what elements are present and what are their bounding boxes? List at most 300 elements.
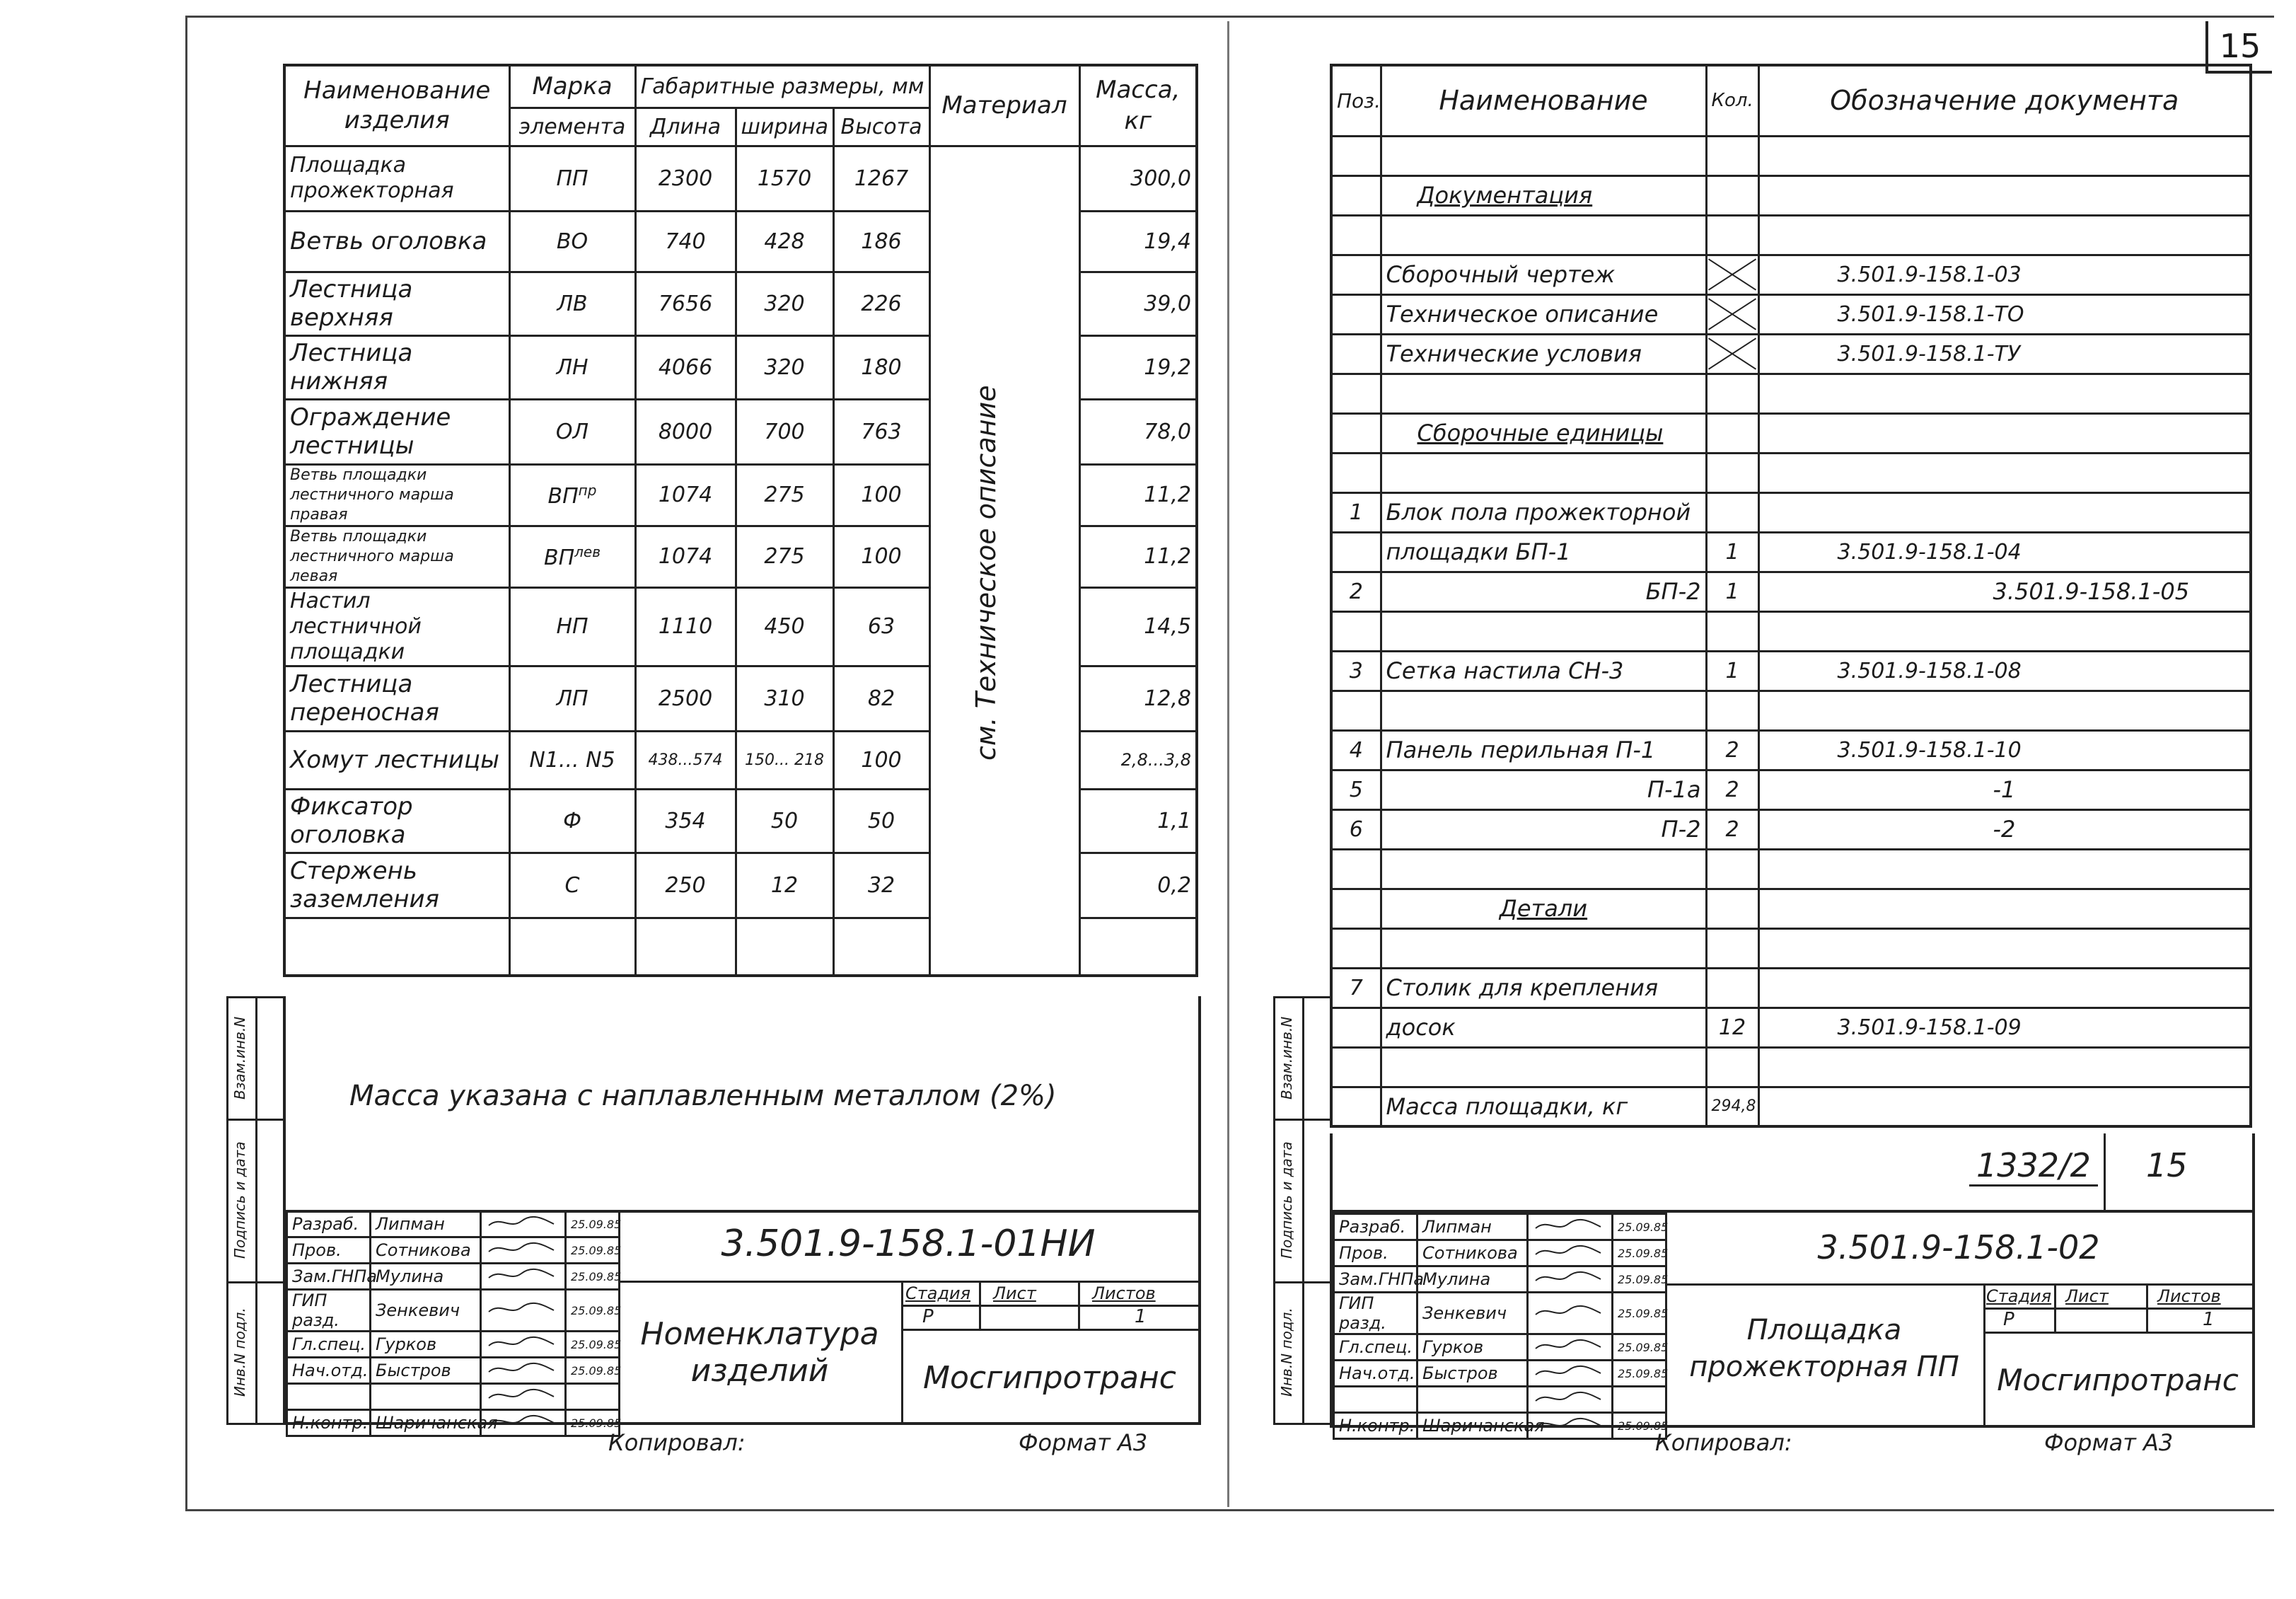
row-width: 1570 [736,146,833,211]
row-mark [509,464,635,526]
row-mark [509,399,635,464]
role-signature [481,1211,566,1237]
row-width: 275 [736,464,833,526]
role-row [1334,1334,1666,1361]
note-box [283,996,1201,1213]
role-signature [1528,1334,1613,1361]
side-label-sign: Подпись и дата [231,1141,248,1259]
list-item [1331,1087,2251,1126]
doc-title-left: Номенклатура изделий [640,1316,879,1389]
row-length: 2300 [635,146,736,211]
role-person: Зенкевич [371,1290,481,1332]
role-person: Сотникова [1417,1240,1528,1266]
role-signature [481,1384,566,1410]
row-qty [1706,136,1758,175]
role-signature [1528,1361,1613,1387]
row-height: 180 [833,335,929,399]
row-length: 8000 [635,399,736,464]
org-left: Мосгипротранс [923,1360,1176,1396]
row-name: Фиксатор оголовка [284,789,509,853]
spec-header-row [1331,65,2251,136]
row-name: Лестница переносная [284,666,509,731]
list-item [1331,413,2251,453]
row-length: 2500 [635,666,736,731]
role-signature [481,1410,566,1436]
list-item [1331,136,2251,175]
signature-icon [486,1213,557,1231]
row-spec-name [1381,374,1706,413]
mark-sup: пр [578,481,597,499]
role-person: Зенкевич [1417,1293,1528,1334]
row-qty-crossed [1706,294,1758,334]
role-title: Разраб. [1334,1214,1417,1240]
row-spec-name: БП-2 [1381,572,1706,611]
row-spec-name: площадки БП-1 [1381,532,1706,572]
mark-text: ОЛ [555,419,589,444]
row-pos [1331,1008,1381,1047]
header-dims-group: Габаритные размеры, мм [635,65,929,108]
role-title: Гл.спец. [1334,1334,1417,1361]
role-title: Гл.спец. [287,1332,371,1358]
mark-text: ЛН [556,354,589,380]
row-height: 226 [833,272,929,335]
row-qty: 1 [1706,651,1758,691]
row-height: 186 [833,211,929,272]
row-qty: 1 [1706,532,1758,572]
side-strip-right [1273,996,1332,1425]
role-person: Шаричанская [1417,1413,1528,1439]
doc-title-right: Площадка прожекторная ПП [1689,1314,1959,1383]
list-item [1331,730,2251,770]
role-row [287,1358,620,1384]
role-person: Мулина [371,1264,481,1290]
role-title [1334,1387,1417,1413]
row-designation [1758,492,2251,532]
row-qty [1706,928,1758,968]
row-spec-name: Блок пола прожекторной [1381,492,1706,532]
mark-text: С [564,872,580,898]
role-signature [481,1290,566,1332]
list-item [1331,651,2251,691]
row-mark [509,789,635,853]
signature-icon [486,1239,557,1257]
side-label-sign-right: Подпись и дата [1278,1141,1295,1259]
role-row [1334,1266,1666,1293]
header-spec-name: Наименование [1381,65,1706,136]
row-length: 740 [635,211,736,272]
row-pos: 5 [1331,770,1381,809]
row-length: 4066 [635,335,736,399]
stamp-number: 1332/2 [1969,1146,2098,1187]
row-qty [1706,691,1758,730]
row-qty: 2 [1706,770,1758,809]
row-pos [1331,928,1381,968]
row-height: 32 [833,853,929,918]
row-spec-name [1381,691,1706,730]
role-row [1334,1413,1666,1439]
row-designation: -1 [1758,770,2251,809]
role-date: 25.09.85 [1613,1361,1666,1387]
sheet-label-left: Лист [993,1283,1036,1303]
row-qty-crossed [1706,334,1758,374]
row-designation: 3.501.9-158.1-ТО [1758,294,2251,334]
row-mark [509,272,635,335]
row-pos [1331,691,1381,730]
row-pos [1331,374,1381,413]
row-pos [1331,1047,1381,1087]
signature-icon [486,1412,557,1430]
mark-text: ВП [543,545,575,570]
row-pos: 4 [1331,730,1381,770]
row-designation [1758,968,2251,1008]
signature-icon [1533,1414,1604,1433]
role-row [287,1290,620,1332]
row-spec-name: досок [1381,1008,1706,1047]
list-item [1331,849,2251,889]
row-pos [1331,255,1381,294]
role-date: 25.09.85 [566,1332,620,1358]
role-row [1334,1387,1666,1413]
signature-icon [486,1299,557,1317]
side-label-replace-right: Взам.инв.N [1278,1016,1295,1099]
row-spec-name: Сборочные единицы [1381,413,1706,453]
row-qty: 1 [1706,572,1758,611]
row-pos [1331,334,1381,374]
row-pos [1331,175,1381,215]
list-item [1331,611,2251,651]
side-label-inv-right: Инв.N подл. [1278,1308,1295,1397]
role-person [371,1384,481,1410]
row-spec-name [1381,611,1706,651]
row-pos [1331,294,1381,334]
role-person: Шаричанская [371,1410,481,1436]
role-title: Зам.ГНПа [1334,1266,1417,1293]
list-item [1331,572,2251,611]
role-person: Быстров [371,1358,481,1384]
row-width: 450 [736,587,833,666]
row-qty [1706,1047,1758,1087]
signature-icon [1533,1336,1604,1354]
row-spec-name [1381,136,1706,175]
row-qty [1706,453,1758,492]
role-signature [481,1264,566,1290]
row-mark [509,526,635,587]
role-row [287,1211,620,1237]
row-name: Ветвь оголовка [284,211,509,272]
role-signature [1528,1413,1613,1439]
row-qty [1706,492,1758,532]
row-length: 438...574 [635,731,736,789]
specification-table [1330,64,2252,1128]
row-name: Ветвь площадки лестничного марша левая [284,526,509,587]
row-width: 320 [736,272,833,335]
header-designation: Обозначение документа [1758,65,2251,136]
row-designation: -2 [1758,809,2251,849]
row-spec-name [1381,1047,1706,1087]
row-qty: 294,8 [1706,1087,1758,1126]
row-designation [1758,889,2251,928]
stage-label-left: Стадия [905,1283,971,1303]
signature-icon [1533,1362,1604,1380]
row-qty [1706,215,1758,255]
nomenclature-table [283,64,1198,977]
row-mass: 300,0 [1079,146,1197,211]
role-row [287,1384,620,1410]
role-person: Гурков [371,1332,481,1358]
stamp-page: 15 [2146,1146,2188,1184]
row-mark [509,587,635,666]
row-length: 1074 [635,464,736,526]
row-qty [1706,413,1758,453]
mark-sup: лев [574,543,601,560]
row-qty: 12 [1706,1008,1758,1047]
row-designation [1758,691,2251,730]
row-name: Ограждение лестницы [284,399,509,464]
role-signature [1528,1214,1613,1240]
row-name: Хомут лестницы [284,731,509,789]
row-mass: 11,2 [1079,464,1197,526]
row-designation: 3.501.9-158.1-08 [1758,651,2251,691]
row-width: 428 [736,211,833,272]
row-name: Настил лестничной площадки [284,587,509,666]
role-title: ГИП разд. [287,1290,371,1332]
row-designation [1758,928,2251,968]
role-row [1334,1361,1666,1387]
fold-line [1227,21,1229,1507]
header-pos: Поз. [1331,65,1381,136]
row-designation [1758,849,2251,889]
mass-note: Масса указана с наплавленным металлом (2%) [349,1080,1057,1112]
role-signature [1528,1387,1613,1413]
row-qty [1706,611,1758,651]
header-material: Материал [929,65,1079,146]
row-designation: 3.501.9-158.1-10 [1758,730,2251,770]
row-height: 100 [833,526,929,587]
mark-text: ЛВ [557,291,588,316]
material-note: см. Техническое описание [970,385,1002,761]
row-mass: 1,1 [1079,789,1197,853]
row-mass: 0,2 [1079,853,1197,918]
row-mass: 19,4 [1079,211,1197,272]
row-length: 1074 [635,526,736,587]
list-item [1331,1047,2251,1087]
side-label-inv: Инв.N подл. [231,1308,248,1397]
role-signature [1528,1293,1613,1334]
row-designation: 3.501.9-158.1-ТУ [1758,334,2251,374]
row-qty [1706,374,1758,413]
row-spec-name: Панель перильная П-1 [1381,730,1706,770]
row-mass: 78,0 [1079,399,1197,464]
row-name: Стержень заземления [284,853,509,918]
header-width: ширина [736,108,833,146]
doc-code-right: 3.501.9-158.1-02 [1817,1228,2100,1266]
row-qty: 2 [1706,730,1758,770]
row-designation [1758,413,2251,453]
list-item [1331,532,2251,572]
signature-icon [1533,1216,1604,1234]
copied-label-right: Копировал: [1655,1429,1792,1456]
row-pos [1331,1087,1381,1126]
mark-text: ПП [556,166,589,191]
role-person: Быстров [1417,1361,1528,1387]
list-item [1331,215,2251,255]
role-person: Мулина [1417,1266,1528,1293]
role-date: 25.09.85 [1613,1266,1666,1293]
list-item [1331,175,2251,215]
list-item [1331,334,2251,374]
role-signature [481,1332,566,1358]
title-block-roles [286,1210,620,1437]
row-spec-name: Техническое описание [1381,294,1706,334]
row-mark [509,335,635,399]
row-qty [1706,849,1758,889]
row-designation [1758,1087,2251,1126]
role-date: 25.09.85 [1613,1214,1666,1240]
row-spec-name: Сборочный чертеж [1381,255,1706,294]
signature-icon [1533,1268,1604,1286]
row-height: 100 [833,464,929,526]
row-spec-name: Сетка настила СН-3 [1381,651,1706,691]
row-name: Лестница верхняя [284,272,509,335]
list-item [1331,770,2251,809]
row-qty: 2 [1706,809,1758,849]
signature-icon [486,1265,557,1283]
row-width: 310 [736,666,833,731]
header-length: Длина [635,108,736,146]
stage-label-right: Стадия [1986,1286,2052,1306]
row-pos [1331,849,1381,889]
row-designation [1758,611,2251,651]
row-width: 275 [736,526,833,587]
row-pos: 7 [1331,968,1381,1008]
list-item [1331,968,2251,1008]
signature-icon [486,1385,557,1404]
sheets-value-left: 1 [1135,1306,1147,1327]
row-name: Площадка прожекторная [284,146,509,211]
role-row [287,1264,620,1290]
row-spec-name [1381,928,1706,968]
stamp-area [1330,1133,2255,1211]
row-qty [1706,175,1758,215]
row-mark [509,731,635,789]
role-date: 25.09.85 [1613,1293,1666,1334]
row-pos: 6 [1331,809,1381,849]
mark-text: ВП [547,483,579,509]
row-spec-name [1381,453,1706,492]
row-width: 700 [736,399,833,464]
row-designation: 3.501.9-158.1-09 [1758,1008,2251,1047]
row-pos [1331,413,1381,453]
list-item [1331,453,2251,492]
row-height: 763 [833,399,929,464]
list-item [1331,294,2251,334]
role-date [566,1384,620,1410]
role-person: Липман [1417,1214,1528,1240]
role-person: Гурков [1417,1334,1528,1361]
row-pos: 3 [1331,651,1381,691]
side-strip [226,996,285,1425]
row-pos: 2 [1331,572,1381,611]
role-title [287,1384,371,1410]
row-qty-crossed [1706,255,1758,294]
role-date: 25.09.85 [566,1237,620,1264]
row-pos [1331,611,1381,651]
role-title: Разраб. [287,1211,371,1237]
row-spec-name: Документация [1381,175,1706,215]
row-width: 50 [736,789,833,853]
header-mark-top: Марка [509,65,635,108]
row-mass: 11,2 [1079,526,1197,587]
left-sheet [226,64,1210,1456]
row-height: 100 [833,731,929,789]
row-spec-name: Технические условия [1381,334,1706,374]
role-date: 25.09.85 [1613,1240,1666,1266]
role-date: 25.09.85 [566,1358,620,1384]
mark-text: ЛП [556,686,589,711]
side-label-replace: Взам.инв.N [231,1016,248,1099]
signature-icon [486,1359,557,1378]
list-item [1331,492,2251,532]
list-item [1331,928,2251,968]
corner-page-number: 15 [2205,21,2272,74]
role-row [287,1332,620,1358]
signature-icon [1533,1302,1604,1320]
role-row [1334,1240,1666,1266]
header-mark-bottom: элемента [509,108,635,146]
list-item [1331,889,2251,928]
row-mark [509,211,635,272]
stage-value-right: Р [2003,1309,2014,1330]
role-person: Липман [371,1211,481,1237]
role-title: Нач.отд. [287,1358,371,1384]
signature-icon [1533,1242,1604,1260]
role-signature [481,1358,566,1384]
role-date: 25.09.85 [566,1264,620,1290]
row-designation [1758,453,2251,492]
row-name: Ветвь площадки лестничного марша правая [284,464,509,526]
right-sheet [1266,64,2271,1456]
header-mass: Масса, кг [1079,65,1197,146]
list-item [1331,691,2251,730]
row-pos [1331,453,1381,492]
role-row [1334,1293,1666,1334]
title-block-roles-right [1333,1213,1667,1440]
row-pos [1331,136,1381,175]
list-item [1331,809,2251,849]
row-qty [1706,889,1758,928]
row-spec-name: Столик для крепления [1381,968,1706,1008]
mark-text: НП [556,614,589,639]
row-length: 7656 [635,272,736,335]
role-date: 25.09.85 [566,1211,620,1237]
row-height: 63 [833,587,929,666]
row-mark [509,853,635,918]
row-spec-name: Детали [1381,889,1706,928]
role-row [287,1237,620,1264]
role-title: Н.контр. [287,1410,371,1436]
sheets-label-right: Листов [2157,1286,2221,1306]
row-pos [1331,215,1381,255]
role-date: 25.09.85 [566,1410,620,1436]
row-designation [1758,175,2251,215]
role-signature [1528,1266,1613,1293]
stage-value-left: Р [922,1306,934,1327]
row-spec-name: П-1а [1381,770,1706,809]
role-title: ГИП разд. [1334,1293,1417,1334]
row-length: 354 [635,789,736,853]
role-title: Нач.отд. [1334,1361,1417,1387]
role-row [287,1410,620,1436]
